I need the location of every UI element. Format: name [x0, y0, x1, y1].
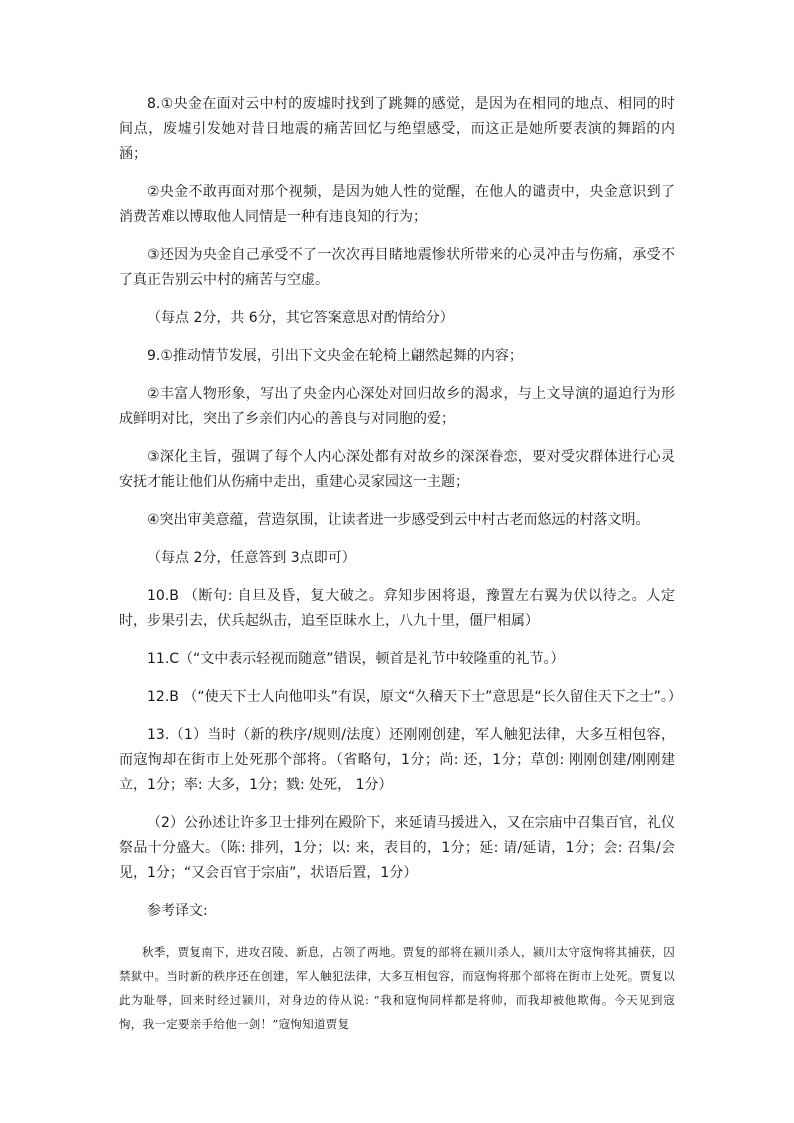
answer-9-scoring-note: （每点 2分，任意答到 3点即可） [147, 550, 356, 566]
answer-13-part-2: （2）公孙述让许多卫士排列在殿阶下，来延请马援进入，又在宗庙中召集百官，礼仪祭品十分盛大。（陈: 排列，1分；以: 来，表目的，1分；延: 请/延请，1分；会: 召集/会见，1分；“又会百官于宗庙”，状语后置，1分） [119, 815, 675, 881]
answer-13-part-1: 13.（1）当时（新的秩序/规则/法度）还刚刚创建，军人触犯法律，大多互相包容，而寇恂却在街市上处死那个部将。（省略句，1分；尚: 还，1分；草创: 刚刚创建/刚刚建立，1分；率: 大多，1分；戮: 处死， 1分） [119, 727, 675, 793]
answer-8-point-3: ③还因为央金自己承受不了一次次再目睹地震惨状所带来的心灵冲击与伤痛，承受不了真正告别云中村的痛苦与空虚。 [119, 247, 675, 288]
document-page [119, 92, 682, 1036]
answer-9-point-1: 9.①推动情节发展，引出下文央金在轮椅上翩然起舞的内容； [147, 348, 523, 364]
answer-9-point-3: ③深化主旨，强调了每个人内心深处都有对故乡的深深眷恋，要对受灾群体进行心灵安抚才能让他们从伤痛中走出，重建心灵家园这一主题； [119, 449, 675, 490]
answer-10: 10.B （断句: 自旦及昏，复大破之。弇知步困将退，豫置左右翼为伏以待之。人定时，步果引去，伏兵起纵击，追至臣昧水上，八九十里，僵尸相属） [119, 588, 675, 629]
reference-translation-text: 秋季，贾复南下，进攻召陵、新息，占领了两地。贾复的部将在颍川杀人，颍川太守寇恂将其捕获，囚禁狱中。当时新的秩序还在创建，军人触犯法律，大多互相包容，而寇恂将那个部将在街市上处死。贾复以此为耻辱，回来时经过颍川，对身边的侍从说: “我和寇恂同样都是将帅，而我却被他欺侮。今天见到寇恂，我一定要亲手给他一剑！”寇恂知道贾复 [119, 945, 675, 1031]
answer-9-point-4: ④突出审美意蕴，营造氛围，让读者进一步感受到云中村古老而悠远的村落文明。 [147, 512, 650, 528]
answer-9-point-2: ②丰富人物形象，写出了央金内心深处对回归故乡的渴求，与上文导演的逼迫行为形成鲜明对比，突出了乡亲们内心的善良与对同胞的爱； [119, 386, 675, 427]
answer-8-point-1: 8.①央金在面对云中村的废墟时找到了跳舞的感觉，是因为在相同的地点、相同的时间点，废墟引发她对昔日地震的痛苦回忆与绝望感受，而这正是她所要表演的舞蹈的内涵； [119, 96, 675, 162]
answer-8-point-2: ②央金不敢再面对那个视频，是因为她人性的觉醒，在他人的谴责中，央金意识到了消费苦难以博取他人同情是一种有违良知的行为； [119, 184, 675, 225]
answer-8-scoring-note: （每点 2分，共 6分，其它答案意思对酌情给分） [147, 310, 454, 326]
reference-translation-heading: 参考译文: [147, 903, 208, 919]
answer-11: 11.C（“文中表示轻视而随意”错误，顿首是礼节中较隆重的礼节。） [147, 651, 565, 667]
answer-12: 12.B （“使天下士人向他叩头”有误，原文“久稽天下士”意思是“长久留住天下之士”。） [147, 689, 682, 705]
